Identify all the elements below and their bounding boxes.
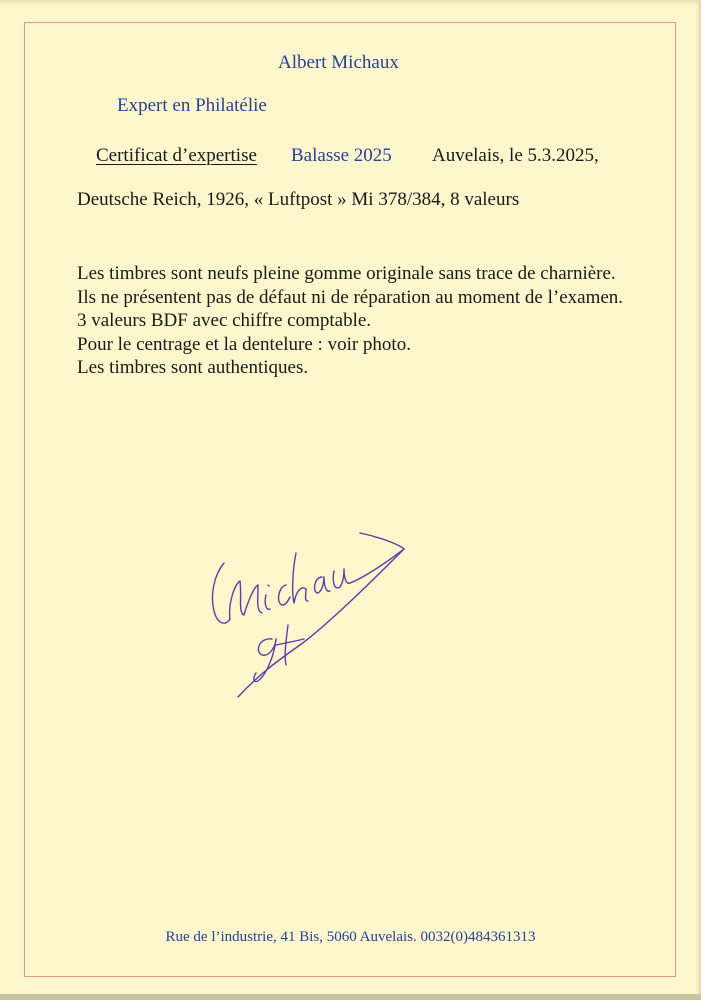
- place-and-date: Auvelais, le 5.3.2025,: [432, 145, 599, 166]
- body-line: Les timbres sont authentiques.: [77, 357, 309, 378]
- certificate-reference: Balasse 2025: [291, 145, 392, 166]
- expert-title: Expert en Philatélie: [117, 95, 267, 116]
- certificate-body: [77, 262, 667, 380]
- body-line: 3 valeurs BDF avec chiffre comptable.: [77, 310, 372, 331]
- body-line: Les timbres sont neufs pleine gomme originale sans trace de charnière.: [77, 263, 616, 284]
- body-line: Ils ne présentent pas de défaut ni de réparation au moment de l’examen.: [77, 286, 624, 308]
- certificate-label: Certificat d’expertise: [96, 145, 257, 166]
- body-line: Pour le centrage et la dentelure : voir photo.: [77, 333, 411, 355]
- scan-edge-right: [696, 0, 701, 1000]
- footer-address: Rue de l’industrie, 41 Bis, 5060 Auvelais. 0032(0)484361313: [165, 929, 536, 945]
- stamp-description: Deutsche Reich, 1926, « Luftpost » Mi 378/384, 8 valeurs: [77, 189, 520, 210]
- scan-edge-bottom: [0, 994, 701, 1000]
- handwritten-signature: [200, 515, 420, 710]
- scan-edge-top: [0, 0, 701, 5]
- expert-name: Albert Michaux: [278, 52, 399, 73]
